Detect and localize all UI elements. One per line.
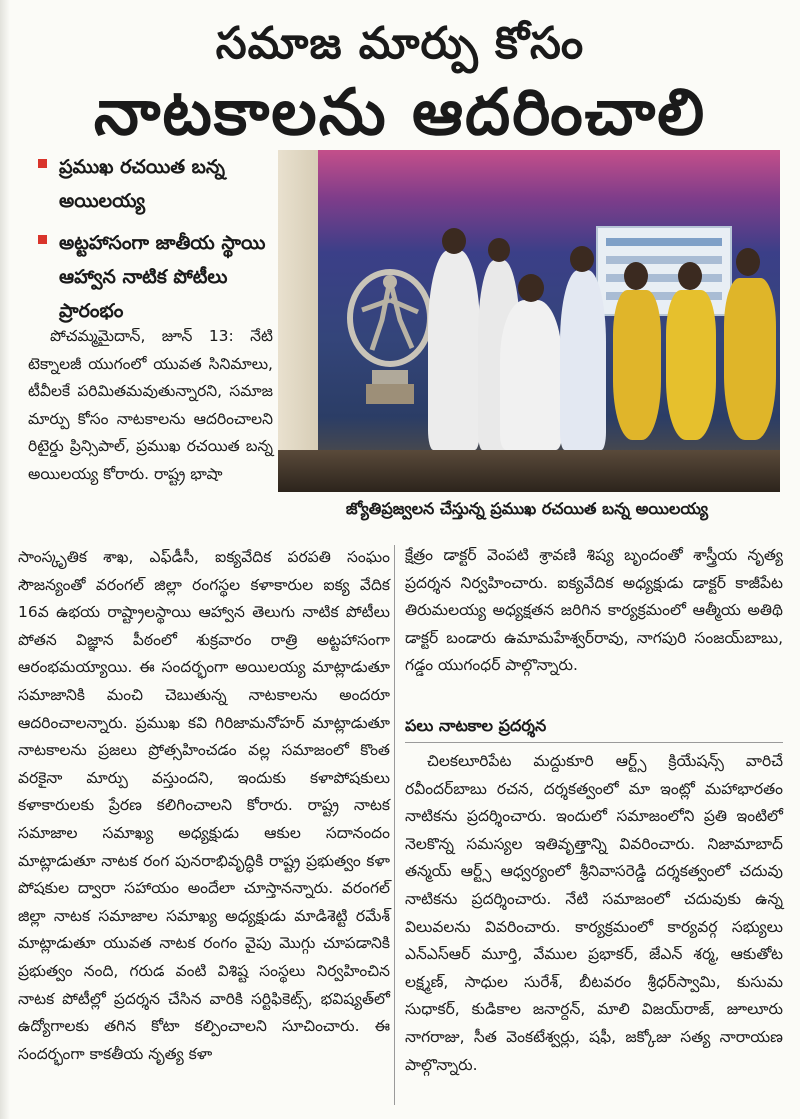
highlight-text: అట్టహాసంగా జాతీయ స్థాయి ఆహ్వాన నాటిక పోటీలు ప్రారంభం: [59, 232, 266, 322]
article-paragraph: సాంస్కృతిక శాఖ, ఎఫ్‌డీసీ, ఐక్యవేదిక పరపతి సంఘం సౌజన్యంతో వరంగల్ జిల్లా రంగస్థల కళాకారుల ఐక్య వేదిక 16వ ఉభయ రాష్ట్రాలస్థాయి ఆహ్వాన తెలుగు నాటిక పోటీలు పోతన విజ్ఞాన పీఠంలో శుక్రవారం రాత్రి అట్టహాసంగా ఆరంభమయ్యాయి. ఈ సందర్భంగా అయిలయ్య మాట్లాడుతూ సమాజానికి మంచి చెబుతున్న నాటకాలను అందరూ ఆదరించాలన్నారు. ప్రముఖ కవి గిరిజామనోహర్ మాట్లాడుతూ నాటకాలను ప్రజలు ప్రోత్సహించడం వల్ల సమాజంలో కొంత వరకైనా మార్పు వస్తుందని, ఇందుకు కళాపోషకులు కళాకారులకు ప్రేరణ కలిగించాలని కోరారు. రాష్ట్ర నాటక సమాజాల సమాఖ్య అధ్యక్షుడు ఆకుల సదానందం మాట్లాడుతూ నాటక రంగ పునరాభివృద్ధికి రాష్ట్ర ప్రభుత్వం కళా పోషకుల ద్వారా సహాయం అందేలా చూస్తానన్నారు. వరంగల్ జిల్లా నాటక సమాజాల సమాఖ్య అధ్యక్షుడు మాడిశెట్టి రమేశ్ మాట్లాడుతూ యువత నాటక రంగం వైపు మొగ్గు చూపడానికి ప్రభుత్వం నంది, గరుడ వంటి విశిష్ట సంస్థలు నిర్వహించిన నాటక పోటీల్లో ప్రదర్శన చేసిన వారికి సర్టిఫికెట్స్, భవిష్యత్‌లో ఉద్యోగాలకు తగిన కోటా కల్పించాలని సూచించారు. ఈ సందర్భంగా కాకతీయ నృత్య కళా: [18, 548, 390, 1063]
section-subheading: పలు నాటకాల ప్రదర్శన: [405, 716, 547, 735]
photo-pillar: [278, 150, 318, 492]
highlight-text: ప్రముఖ రచయిత బన్న అయిలయ్య: [59, 156, 225, 212]
article-paragraph: పోచమ్మమైదాన్, జూన్ 13: నేటి టెక్నాలజీ యుగంలో యువత సినిమాలు, టీవీలకే పరిమితమవుతున్నారని, సమాజ మార్పు కోసం నాటకాలను ఆదరించాలని రిటైర్డు ప్రిన్సిపాల్, ప్రముఖ రచయిత బన్న అయిలయ్య కోరారు. రాష్ట్ర భాషా: [28, 327, 273, 483]
photo-caption: జ్యోతిప్రజ్వలన చేస్తున్న ప్రముఖ రచయిత బన్న అయిలయ్య: [345, 499, 709, 518]
article-paragraph: చిలకలూరిపేట మద్దుకూరి ఆర్ట్స్ క్రియేషన్స్ వారిచే రవీందర్‌బాబు రచన, దర్శకత్వంలో మా ఇంట్లో మహాభారతం నాటికను ప్రదర్శించారు. ఇందులో సమాజంలోని ప్రతి ఇంటిలో నెలకొన్న సమస్యల ఇతివృత్తాన్ని వివరించారు. నిజామాబాద్ తన్మయ్ ఆర్ట్స్ ఆధ్వర్యంలో శ్రీనివాసరెడ్డి దర్శకత్వంలో చదువు నాటికను ప్రదర్శించారు. నేటి సమాజంలో చదువుకు ఉన్న విలువలను వివరించారు. కార్యక్రమంలో కార్యవర్గ సభ్యులు ఎన్ఎస్ఆర్ మూర్తి, వేముల ప్రభాకర్, జేఎన్ శర్మ, ఆకుతోట లక్ష్మణ్, సాధుల సురేశ్, బీటవరం శ్రీధర్‌స్వామి, కుసుమ సుధాకర్, కుడికాల జనార్దన్, మాలి విజయ్‌రాజ్, జూలూరు నాగరాజు, సీత వెంకటేశ్వర్లు, షఫీ, జక్కోజు సత్య నారాయణ పాల్గొన్నారు.: [405, 752, 783, 1074]
square-bullet-icon: [38, 235, 47, 244]
column-divider: [394, 545, 395, 1105]
article-paragraph: క్షేత్రం డాక్టర్ వెంపటి శ్రావణి శిష్య బృందంతో శాస్త్రీయ నృత్య ప్రదర్శన నిర్వహించారు. ఐక్యవేదిక అధ్యక్షుడు డాక్టర్ కాజీపేట తిరుమలయ్య అధ్యక్షతన జరిగిన కార్యక్రమంలో ఆత్మీయ అతిథి డాక్టర్ బండారు ఉమామహేశ్వర్‌రావు, నాగపురి సంజయ్‌బాబు, గడ్డం యుగంధర్ పాల్గొన్నారు.: [405, 546, 783, 675]
nataraja-statue-icon: [342, 260, 438, 410]
subheading-rule: [405, 742, 783, 743]
highlight-item: [38, 150, 278, 218]
article-column-left: [18, 544, 390, 1068]
event-photo: [278, 150, 780, 492]
square-bullet-icon: [38, 159, 47, 168]
highlights-list: [38, 150, 278, 336]
article-column-right-top: [405, 542, 783, 680]
headline-title: నాటకాలను ఆదరించాలి: [93, 76, 707, 150]
highlight-item: [38, 226, 278, 328]
headline-subtitle: సమాజ మార్పు కోసం: [215, 18, 585, 69]
article-column-left-top: [28, 323, 273, 489]
article-column-right: [405, 748, 783, 1079]
photo-stage: [278, 450, 780, 492]
page-fold-shadow: [0, 0, 10, 1119]
